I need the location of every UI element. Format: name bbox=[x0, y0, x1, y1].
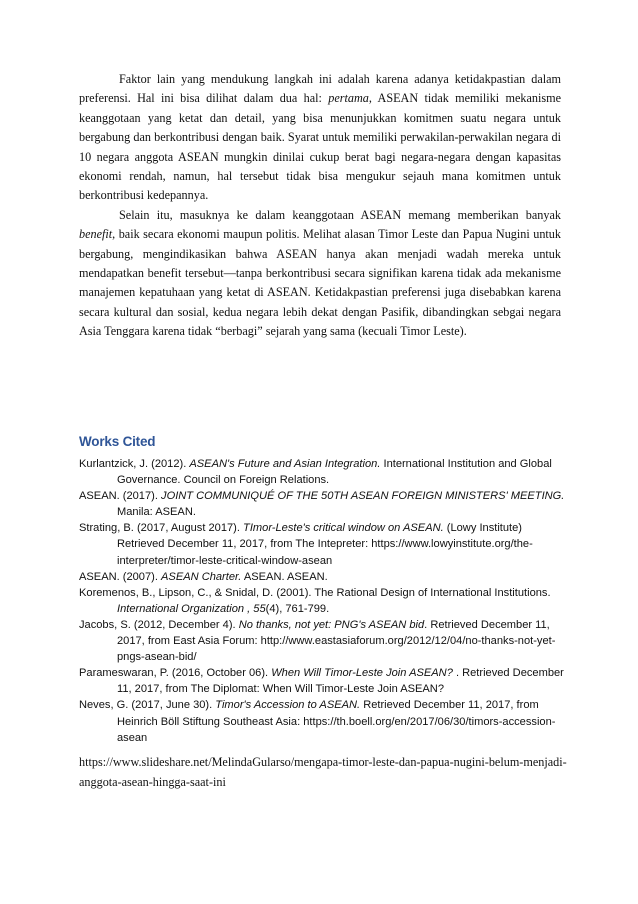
source-url: https://www.slideshare.net/MelindaGularso/mengapa-timor-leste-dan-papua-nugini-belum-menjadi-anggota-asean-hingga-saat-ini bbox=[79, 755, 567, 789]
reference-item bbox=[79, 456, 571, 488]
italic-text: TImor-Leste's critical window on ASEAN. bbox=[243, 522, 444, 535]
reference-item bbox=[79, 617, 571, 665]
text-run: Kurlantzick, J. (2012). bbox=[79, 458, 190, 470]
text-run: ASEAN. (2007). bbox=[79, 570, 162, 583]
references-list bbox=[79, 456, 571, 746]
text-run: ASEAN. ASEAN. bbox=[241, 570, 328, 583]
text-run: ASEAN. (2017). bbox=[79, 490, 162, 503]
text-run: (4), 761-799. bbox=[265, 602, 330, 615]
paragraph bbox=[79, 206, 561, 342]
text-run: Koremenos, B., Lipson, C., & Snidal, D. (2001). The Rational Design of International Institutions. bbox=[79, 586, 551, 599]
text-run: Retrieved December 11, 2017, from Heinrich Böll Stiftung Southeast Asia: https://th.boell.org/en/2017/06/30/timors-accession-asean bbox=[117, 699, 556, 744]
text-run: Strating, B. (2017, August 2017). bbox=[79, 522, 244, 535]
reference-item bbox=[79, 569, 571, 585]
italic-text: Timor's Accession to ASEAN. bbox=[215, 699, 361, 712]
reference-item bbox=[79, 488, 571, 520]
italic-text: ASEAN Charter. bbox=[161, 570, 242, 583]
italic-text: pertama bbox=[328, 91, 369, 106]
text-run: Jacobs, S. (2012, December 4). bbox=[79, 618, 239, 631]
text-run: . Retrieved December 11, 2017, from East Asia Forum: http://www.eastasiaforum.org/2012/12/04/no-thanks-not-yet-pngs-asean-bid/ bbox=[117, 618, 556, 664]
text-run: , baik secara ekonomi maupun politis. Melihat alasan Timor Leste dan Papua Nugini untuk bergabung, mengindikasikan bahwa ASEAN hanya akan menjadi wadah mereka untuk mendapatkan benefit tersebut—tanpa berkontribusi secara signifikan karena tidak ada mekanisme manajemen kepatuhaan yang ketat di ASEAN. Ketidakpastian preferensi juga disebabkan karena secara kultural dan sosial, kedua negara lebih dekat dengan Pasifik, dibandingkan sebgai negara Asia Tenggara karena tidak “berbagi” sejarah yang sama (kecuali Timor Leste). bbox=[79, 227, 561, 339]
italic-text: When Will Timor-Leste Join ASEAN? bbox=[271, 667, 453, 680]
text-run: Selain itu, masuknya ke dalam keanggotaan ASEAN memang memberikan banyak bbox=[119, 207, 561, 222]
reference-item bbox=[79, 520, 571, 568]
text-run: Neves, G. (2017, June 30). bbox=[79, 699, 216, 712]
text-run: , ASEAN tidak memiliki mekanisme keanggotaan yang ketat dan detail, yang bisa menunjukkan komitmen suatu negara untuk bergabung dan berkontribusi dengan baik. Syarat untuk memiliki perwakilan-perwakilan negara di 10 negara anggota ASEAN mungkin dinilai cukup berat bagi negara-negara dengan kapasitas ekonomi rendah, namun, hal tersebut tidak bisa mengukur sejauh mana komitmen untuk berkontribusi kedepannya. bbox=[79, 91, 562, 203]
italic-text: ASEAN's Future and Asian Integration. bbox=[189, 458, 381, 470]
works-cited-heading: Works Cited bbox=[79, 434, 156, 449]
text-run: (Lowy Institute) Retrieved December 11, 2017, from The Intepreter: https://www.lowyinstitute.org/the-interpreter/timor-leste-critical-window-asean bbox=[117, 522, 533, 567]
body-text bbox=[79, 70, 561, 342]
text-run: . Retrieved December 11, 2017, from The Diplomat: When Will Timor-Leste Join ASEAN? bbox=[117, 667, 564, 696]
reference-item bbox=[79, 697, 571, 745]
italic-text: benefit bbox=[79, 227, 113, 242]
paragraph bbox=[79, 70, 561, 206]
text-run: Faktor lain yang mendukung langkah ini adalah karena adanya ketidakpastian dalam preferensi. Hal ini bisa dilihat dalam dua hal: bbox=[79, 72, 561, 106]
text-run: International Institution and Global Governance. Council on Foreign Relations. bbox=[117, 458, 552, 487]
text-run: Parameswaran, P. (2016, October 06). bbox=[79, 667, 272, 680]
text-run: Manila: ASEAN. bbox=[117, 506, 196, 519]
italic-text: JOINT COMMUNIQUÉ OF THE 50TH ASEAN FOREIGN MINISTERS' MEETING. bbox=[161, 490, 565, 503]
italic-text: International Organization , 55 bbox=[117, 602, 266, 615]
reference-item bbox=[79, 665, 571, 697]
reference-item bbox=[79, 585, 571, 617]
italic-text: No thanks, not yet: PNG's ASEAN bid bbox=[238, 618, 425, 631]
